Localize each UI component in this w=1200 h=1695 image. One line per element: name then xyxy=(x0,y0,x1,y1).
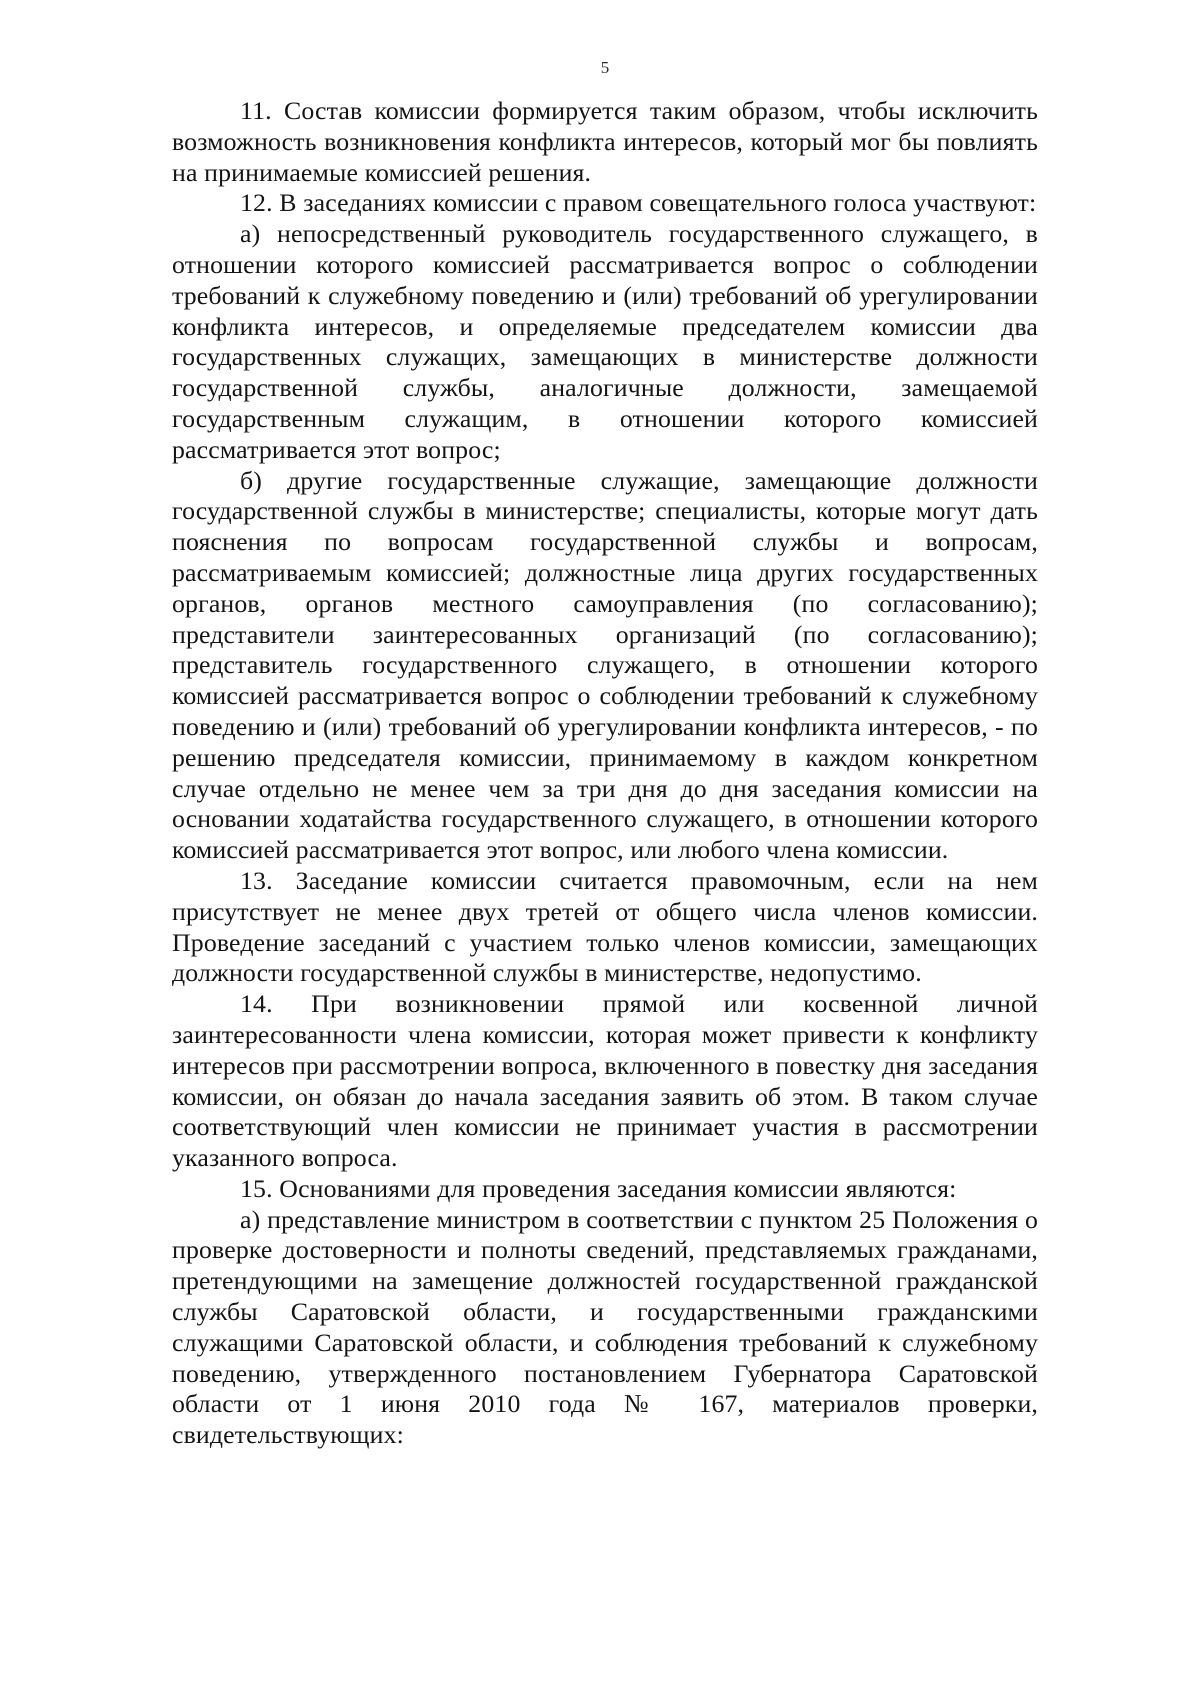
paragraph-12-b: б) другие государственные служащие, замещающие должности государственной службы в министерстве; специалисты, которые могут дать пояснения по вопросам государственной службы и вопросам, рассматриваемым комиссией; должностные лица других государственных органов, органов местного самоуправления (по согласованию); представители заинтересованных организаций (по согласованию); представитель государственного служащего, в отношении которого комиссией рассматривается вопрос о соблюдении требований к служебному поведению и (или) требований об урегулировании конфликта интересов, - по решению председателя комиссии, принимаемому в каждом конкретном случае отдельно не менее чем за три дня до дня заседания комиссии на основании ходатайства государственного служащего, в отношении которого комиссией рассматривается этот вопрос, или любого члена комиссии. xyxy=(172,465,1038,865)
paragraph-14: 14. При возникновении прямой или косвенной личной заинтересованности члена комиссии, которая может привести к конфликту интересов при рассмотрении вопроса, включенного в повестку дня заседания комиссии, он обязан до начала заседания заявить об этом. В таком случае соответствующий член комиссии не принимает участия в рассмотрении указанного вопроса. xyxy=(172,989,1038,1173)
document-body xyxy=(172,96,1038,1451)
page-number: 5 xyxy=(600,58,610,77)
paragraph-12-a: а) непосредственный руководитель государственного служащего, в отношении которого комиссией рассматривается вопрос о соблюдении требований к служебному поведению и (или) требований об урегулировании конфликта интересов, и определяемые председателем комиссии два государственных служащих, замещающих в министерстве должности государственной службы, аналогичные должности, замещаемой государственным служащим, в отношении которого комиссией рассматривается этот вопрос; xyxy=(172,219,1038,464)
paragraph-15-a: а) представление министром в соответствии с пунктом 25 Положения о проверке достоверности и полноты сведений, представляемых гражданами, претендующими на замещение должностей государственной гражданской службы Саратовской области, и государственными гражданскими служащими Саратовской области, и соблюдения требований к служебному поведению, утвержденного постановлением Губернатора Саратовской области от 1 июня 2010 года № 167, материалов проверки, свидетельствующих: xyxy=(172,1204,1038,1450)
paragraph-13: 13. Заседание комиссии считается правомочным, если на нем присутствует не менее двух третей от общего числа членов комиссии. Проведение заседаний с участием только членов комиссии, замещающих должности государственной службы в министерстве, недопустимо. xyxy=(172,865,1038,988)
paragraph-12: 12. В заседаниях комиссии с правом совещательного голоса участвуют: xyxy=(240,188,1037,218)
paragraph-11: 11. Состав комиссии формируется таким образом, чтобы исключить возможность возникновения конфликта интересов, который мог бы повлиять на принимаемые комиссией решения. xyxy=(172,96,1038,187)
paragraph-15: 15. Основаниями для проведения заседания комиссии являются: xyxy=(240,1173,957,1203)
